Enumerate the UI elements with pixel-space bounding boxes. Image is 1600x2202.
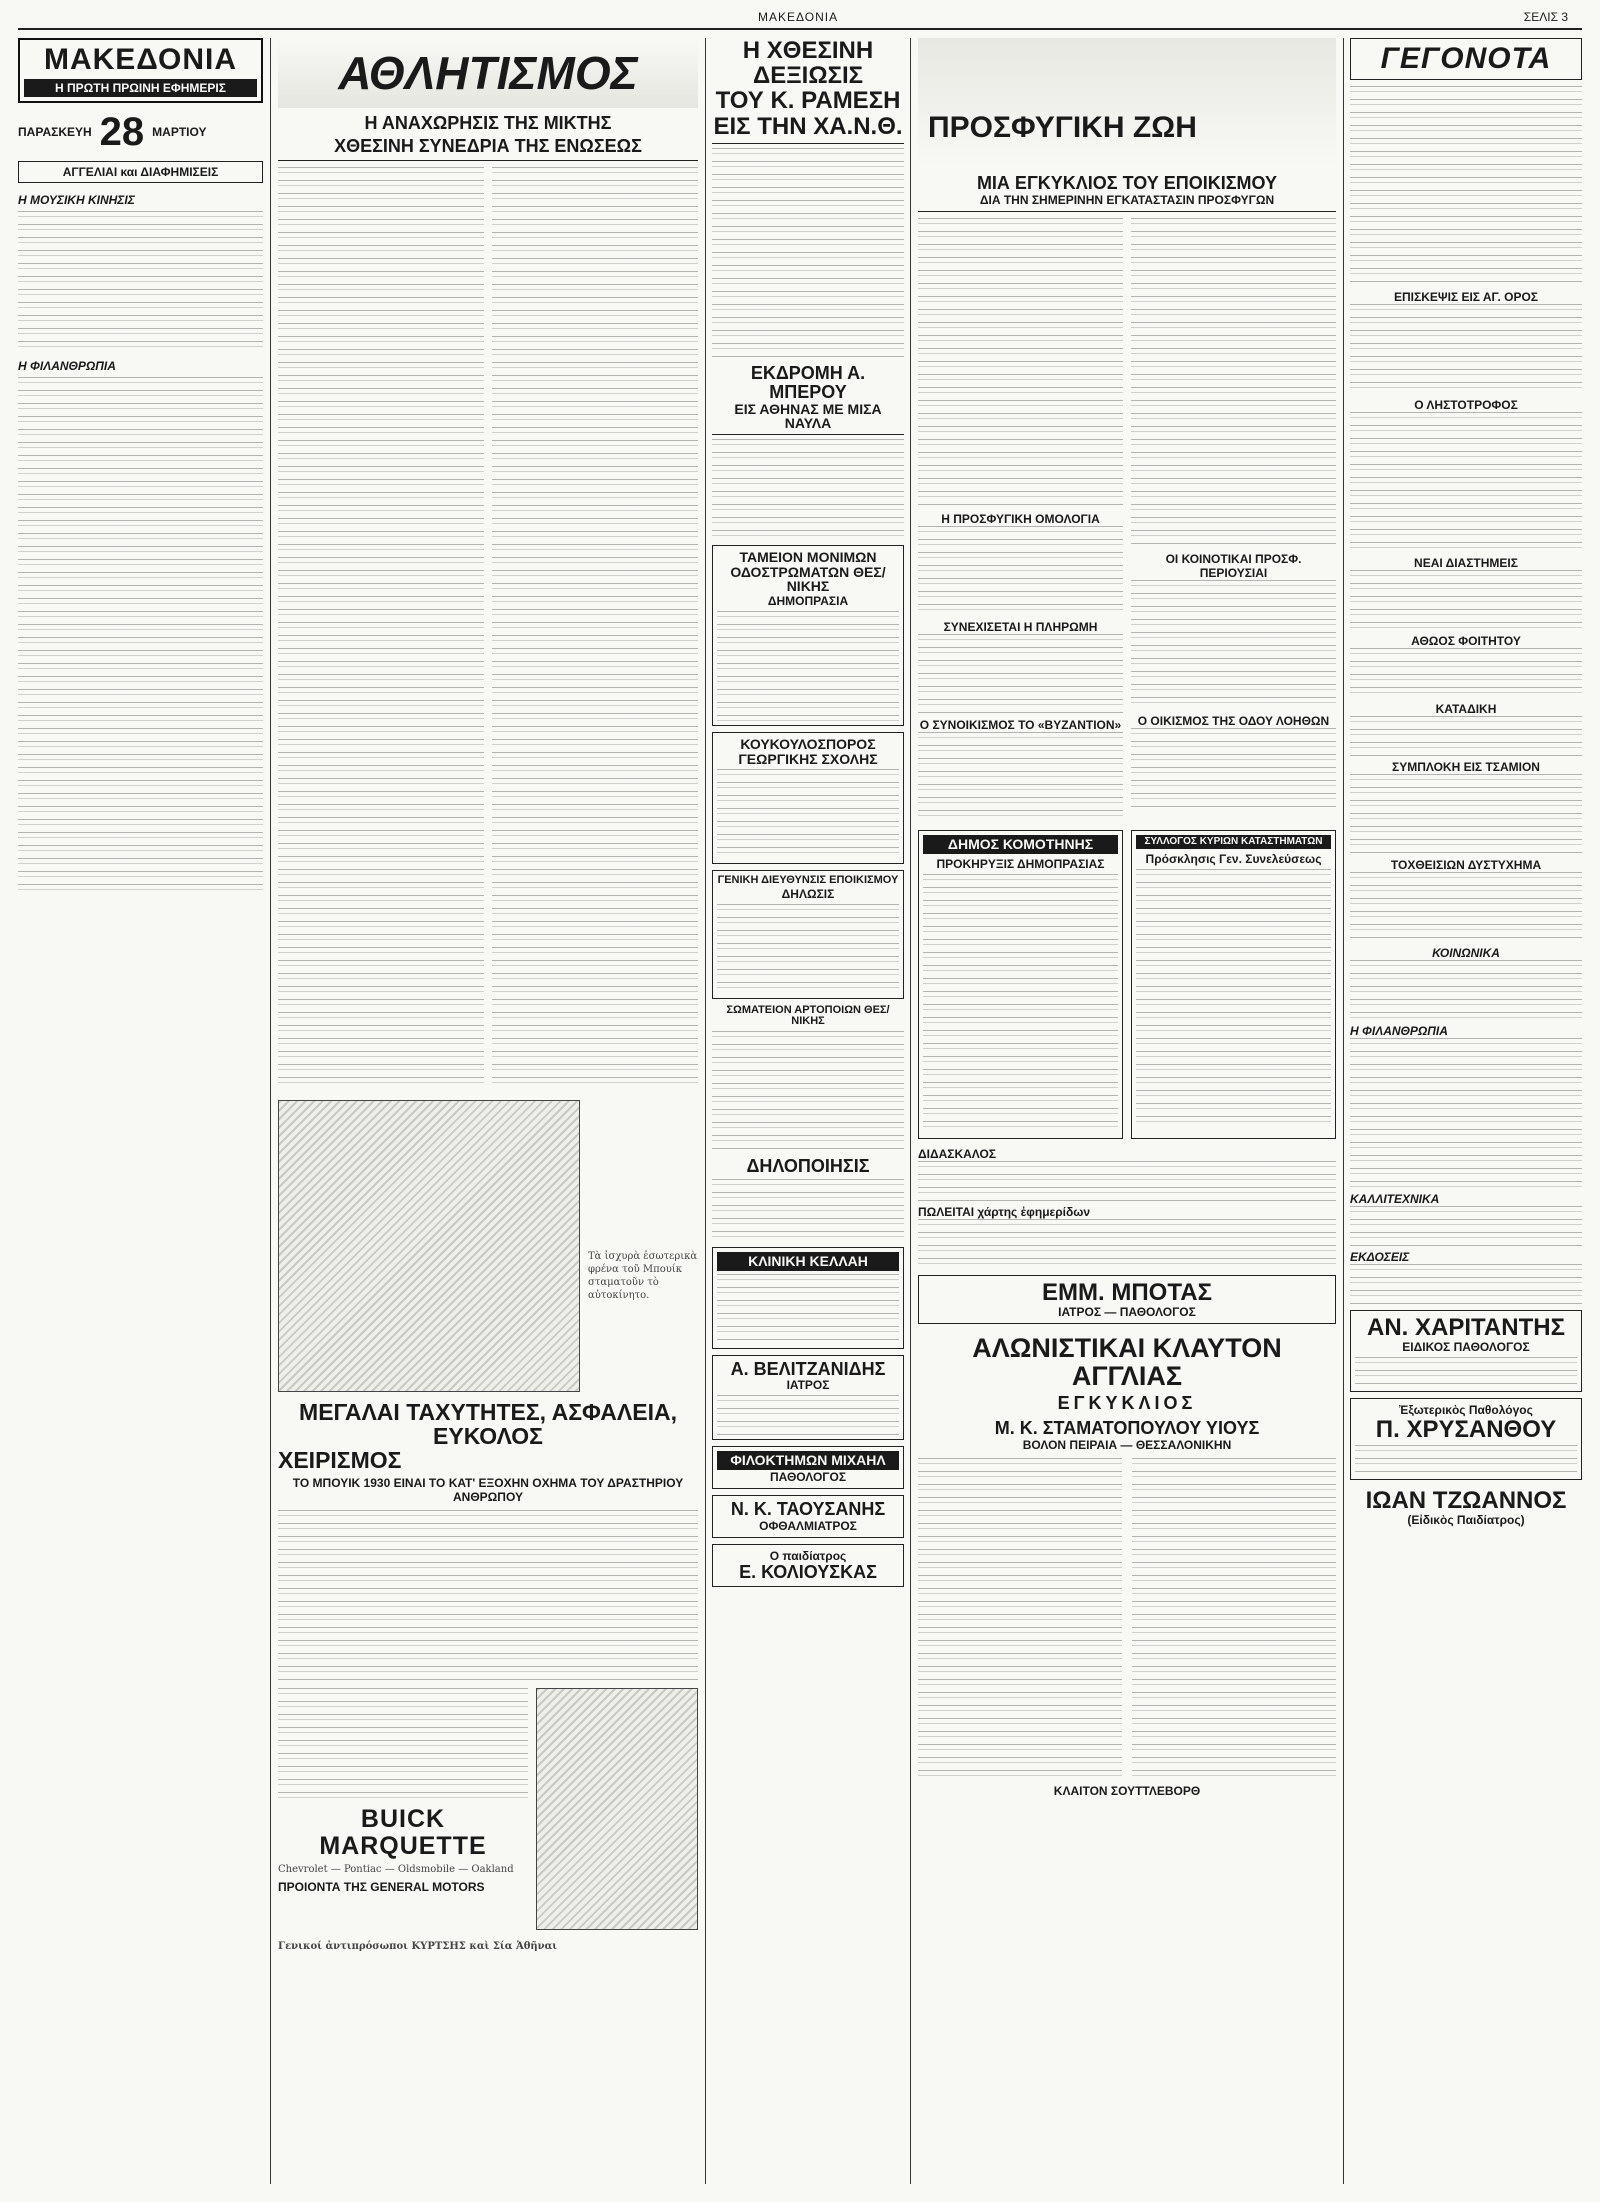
thresher-recipient: Μ. Κ. ΣΤΑΜΑΤΟΠΟΥΛΟΥ ΥΙΟΥΣ: [994, 1418, 1260, 1439]
article-text: [1350, 570, 1582, 630]
news-subhead: ΝΕΑΙ ΔΙΑΣΤΗΜΕΙΣ: [1414, 555, 1518, 570]
sports-section: [278, 38, 698, 1087]
thresher-circular: ΕΓΚΥΚΛΙΟΣ: [1057, 1393, 1197, 1414]
clinic-ad: [712, 1247, 904, 1349]
thresher-signature: ΚΛΑΙΤΟΝ ΣΟΥΤΤΛΕΒΟΡΘ: [1053, 1784, 1201, 1799]
news-subhead: Η ΦΙΛΑΝΘΡΩΠΙΑ: [1350, 1023, 1448, 1038]
article-text: [1350, 1264, 1582, 1304]
article-text: [278, 167, 484, 1087]
notice-text: [717, 769, 899, 859]
shopowners-title: ΣΥΛΛΟΓΟΣ ΚΥΡΙΩΝ ΚΑΤΑΣΤΗΜΑΤΩΝ: [1136, 835, 1331, 850]
article-text: [1350, 412, 1582, 552]
doctor-name: Π. ΧΡΥΣΑΝΘΟΥ: [1375, 1415, 1557, 1443]
masthead-title: ΜΑΚΕΔΟΝΙΑ: [43, 43, 238, 76]
article-text: [18, 377, 263, 897]
article-text: [1350, 1206, 1582, 1246]
notice-text: [712, 1031, 904, 1151]
article-text: [918, 218, 1123, 508]
article-text: [712, 439, 904, 539]
doctor-specialty: ΙΑΤΡΟΣ — ΠΑΘΟΛΟΓΟΣ: [1058, 1304, 1196, 1319]
doctor-ad: [712, 1446, 904, 1489]
doctor-ad: [1350, 1398, 1582, 1480]
car-illustration: [536, 1688, 698, 1930]
roads-fund-title: ΤΑΜΕΙΟΝ ΜΟΝΙΜΩΝ: [739, 548, 877, 565]
news-subhead: ΚΑΤΑΔΙΚΗ: [1435, 701, 1497, 716]
doctor-ad: [712, 1355, 904, 1441]
roads-fund-title-2: ΟΔΟΣΤΡΩΜΑΤΩΝ ΘΕΣ/ΝΙΚΗΣ: [730, 563, 886, 595]
settlement-notice: [712, 870, 904, 999]
doctor-specialty: ΙΑΤΡΟΣ: [786, 1378, 830, 1393]
refugee-notices: [918, 830, 1336, 1139]
buick-subheadline: ΤΟ ΜΠΟΥΙΚ 1930 ΕΙΝΑΙ ΤΟ ΚΑΤ' ΕΞΟΧΗΝ ΟΧΗΜΑ ΤΟΥ ΔΡΑΣΤΗΡΙΟΥ ΑΝΘΡΩΠΟΥ: [292, 1476, 684, 1505]
doctor-specialty: Ἐξωτερικὸς Παθολόγος: [1399, 1402, 1533, 1417]
header-paper-name: ΜΑΚΕΔΟΝΙΑ: [758, 10, 839, 24]
doctor-specialty: ΟΦΘΑΛΜΙΑΤΡΟΣ: [759, 1519, 857, 1534]
ad-text: [717, 1274, 899, 1344]
reception-headline-3: ΕΙΣ ΤΗΝ ΧΑ.Ν.Θ.: [712, 114, 904, 144]
article-text: [1131, 728, 1336, 808]
news-subhead: ΣΥΜΠΛΟΚΗ ΕΙΣ ΤΣΑΜΙΟΝ: [1392, 759, 1540, 774]
thresher-headline: ΑΛΩΝΙΣΤΙΚΑΙ ΚΛΑΥΤΟΝ ΑΓΓΛΙΑΣ: [972, 1332, 1282, 1392]
shopowners-notice: [1131, 830, 1336, 1139]
roads-fund-notice: [712, 545, 904, 726]
article-text: [712, 148, 904, 358]
refugee-body: [918, 218, 1336, 822]
doctor-specialty: (Εἰδικὸς Παιδίατρος): [1407, 1513, 1525, 1528]
excursion-subheadline: ΕΙΣ ΑΘΗΝΑΣ ΜΕ ΜΙΣΑ ΝΑΥΛΑ: [712, 402, 904, 435]
page-header: [18, 10, 1582, 30]
article-text: [1131, 218, 1336, 548]
bakers-union-title: ΣΩΜΑΤΕΙΟΝ ΑΡΤΟΠΟΙΩΝ ΘΕΣ/ΝΙΚΗΣ: [726, 1003, 890, 1028]
news-banner: ΓΕΓΟΝΟΤΑ: [1350, 38, 1582, 80]
article-text: [1350, 960, 1582, 1020]
masthead: [18, 38, 263, 103]
news-subhead: ΚΑΛΛΙΤΕΧΝΙΚΑ: [1350, 1191, 1440, 1206]
news-subhead: ΤΟΧΘΕΙΣΙΩΝ ΔΥΣΤΥΧΗΜΑ: [1390, 857, 1542, 872]
reception-headline: Η ΧΘΕΣΙΝΗ ΔΕΞΙΩΣΙΣ: [742, 37, 874, 90]
date-weekday: ΠΑΡΑΣΚΕΥΗ: [18, 124, 92, 139]
silk-seed-notice: [712, 732, 904, 864]
settlement-title: ΓΕΝΙΚΗ ΔΙΕΥΘΥΝΣΙΣ ΕΠΟΙΚΙΣΜΟΥ: [717, 874, 899, 887]
doctor-name: Ν. Κ. ΤΑΟΥΣΑΝΗΣ: [730, 1499, 886, 1520]
article-text: [918, 526, 1123, 616]
notices-title: ΔΗΛΟΠΟΙΗΣΙΣ: [746, 1155, 870, 1176]
ad-text: [1355, 1357, 1577, 1387]
article-text: [918, 732, 1123, 822]
doctor-ad: [712, 1544, 904, 1587]
excursion-headline: ΕΚΔΡΟΜΗ Α. ΜΠΕΡΟΥ: [750, 362, 866, 402]
ad-text: [717, 1395, 899, 1435]
notice-text: [717, 904, 899, 994]
settlement-declaration: ΔΗΛΩΣΙΣ: [781, 886, 835, 901]
silk-seed-title: ΚΟΥΚΟΥΛΟΣΠΟΡΟΣ: [740, 735, 876, 752]
refugee-banner: ΠΡΟΣΦΥΓΙΚΗ ΖΩΗ: [918, 38, 1336, 168]
masthead-subtitle: Η ΠΡΩΤΗ ΠΡΩΙΝΗ ΕΦΗΜΕΡΙΣ: [24, 79, 257, 97]
komotini-notice: [918, 830, 1123, 1139]
ad-text: [1355, 1445, 1577, 1475]
ad-text: [918, 1458, 1122, 1778]
doctor-specialty: ΕΙΔΙΚΟΣ ΠΑΘΟΛΟΓΟΣ: [1402, 1339, 1530, 1354]
doctor-name: Ε. ΚΟΛΙΟΥΣΚΑΣ: [739, 1562, 877, 1583]
article-text: [18, 211, 263, 351]
buick-headline: ΜΕΓΑΛΑΙ ΤΑΧΥΤΗΤΕΣ, ΑΣΦΑΛΕΙΑ, ΕΥΚΟΛΟΣ: [299, 1399, 677, 1450]
news-subhead: ΑΘΩΟΣ ΦΟΙΤΗΤΟΥ: [1411, 633, 1521, 648]
article-text: [1350, 86, 1582, 286]
doctor-specialty: Ο παιδίατρος: [769, 1549, 847, 1564]
teacher-ad: ΔΙΔΑΣΚΑΛΟΣ: [918, 1146, 996, 1161]
doctor-name: ΕΜΜ. ΜΠΟΤΑΣ: [1042, 1278, 1212, 1306]
sports-body: [278, 167, 698, 1087]
refugee-subhead: Η ΠΡΟΣΦΥΓΙΚΗ ΟΜΟΛΟΓΙΑ: [941, 511, 1100, 526]
article-text: [918, 634, 1123, 714]
refugee-subheadline: ΔΙΑ ΤΗΝ ΣΗΜΕΡΙΝΗΝ ΕΓΚΑΤΑΣΤΑΣΙΝ ΠΡΟΣΦΥΓΩΝ: [918, 193, 1336, 212]
doctor-specialty: ΠΑΘΟΛΟΓΟΣ: [769, 1470, 847, 1485]
article-text: [1350, 1038, 1582, 1188]
komotini-subtitle: ΠΡΟΚΗΡΥΞΙΣ ΔΗΜΟΠΡΑΣΙΑΣ: [936, 856, 1105, 871]
refugee-subhead: Ο ΟΙΚΙΣΜΟΣ ΤΗΣ ΟΔΟΥ ΛΟΗΘΩΝ: [1137, 713, 1330, 728]
column-rule: [910, 38, 911, 2184]
classifieds-label: ΑΓΓΕΛΙΑΙ και ΔΙΑΦΗΜΙΣΕΙΣ: [18, 161, 263, 183]
roads-fund-auction: ΔΗΜΟΠΡΑΣΙΑ: [767, 593, 849, 608]
article-text: [1350, 304, 1582, 394]
sports-headline: Η ΑΝΑΧΩΡΗΣΙΣ ΤΗΣ ΜΙΚΤΗΣ: [364, 113, 612, 133]
date-day: 28: [99, 109, 145, 154]
date-block: [18, 111, 263, 153]
clinic-name: ΚΛΙΝΙΚΗ ΚΕΛΛΑΗ: [717, 1252, 899, 1271]
shopowners-subtitle: Πρόσκλησις Γεν. Συνελεύσεως: [1145, 852, 1322, 867]
refugee-headline: ΜΙΑ ΕΓΚΥΚΛΙΟΣ ΤΟΥ ΕΠΟΙΚΙΣΜΟΥ: [976, 173, 1278, 193]
news-subhead: Ο ΛΗΣΤΟΤΡΟΦΟΣ: [1414, 397, 1518, 412]
column-rule: [270, 38, 271, 2184]
section-charity: Η ΦΙΛΑΝΘΡΩΠΙΑ: [18, 358, 116, 373]
news-subhead: ΕΚΔΟΣΕΙΣ: [1350, 1249, 1410, 1264]
car-illustration: [278, 1100, 580, 1392]
news-subhead: ΕΠΙΣΚΕΨΙΣ ΕΙΣ ΑΓ. ΟΡΟΣ: [1394, 289, 1538, 304]
article-text: [1131, 580, 1336, 710]
column-rule: [1343, 38, 1344, 2184]
doctor-name: Α. ΒΕΛΙΤΖΑΝΙΔΗΣ: [730, 1358, 886, 1379]
komotini-title: ΔΗΜΟΣ ΚΟΜΟΤΗΝΗΣ: [923, 835, 1118, 854]
sports-banner: ΑΘΛΗΤΙΣΜΟΣ: [278, 38, 698, 108]
refugee-subhead: ΣΥΝΕΧΙΣΕΤΑΙ Η ΠΛΗΡΩΜΗ: [943, 619, 1098, 634]
paper-sale-ad: ΠΩΛΕΙΤΑΙ χάρτης ἐφημερίδων: [918, 1204, 1091, 1219]
article-text: [1350, 648, 1582, 698]
doctor-ad: [918, 1275, 1336, 1324]
refugee-subhead: Ο ΣΥΝΟΙΚΙΣΜΟΣ ΤΟ «ΒΥΖΑΝΤΙΟΝ»: [919, 717, 1122, 732]
buick-ad-text: [278, 1510, 698, 1680]
right-column: [1350, 38, 1582, 2184]
ad-text: [918, 1161, 1336, 1201]
reception-headline-2: ΤΟΥ Κ. ΡΑΜΕΣΗ: [715, 87, 901, 115]
buick-headline-2: ΧΕΙΡΙΣΜΟΣ: [278, 1447, 402, 1474]
date-month: ΜΑΡΤΙΟΥ: [152, 124, 207, 139]
notice-text: [712, 1179, 904, 1239]
left-column: [18, 38, 263, 2184]
ad-text: [1132, 1458, 1336, 1778]
sports-headline-2: ΧΘΕΣΙΝΗ ΣΥΝΕΔΡΙΑ ΤΗΣ ΕΝΩΣΕΩΣ: [278, 137, 698, 161]
buick-logo: BUICK MARQUETTE: [319, 1805, 487, 1860]
center-column: [712, 38, 904, 2184]
section-music: Η ΜΟΥΣΙΚΗ ΚΙΝΗΣΙΣ: [18, 192, 135, 207]
notice-text: [717, 611, 899, 721]
doctor-ad: [1350, 1310, 1582, 1392]
doctor-ad: [712, 1495, 904, 1538]
doctor-name: ΑΝ. ΧΑΡΙΤΑΝΤΗΣ: [1367, 1313, 1565, 1341]
buick-brands: Chevrolet — Pontiac — Oldsmobile — Oakland: [278, 1863, 514, 1875]
general-motors-label: ΠΡΟΙΟΝΤΑ ΤΗΣ GENERAL MOTORS: [278, 1879, 485, 1894]
doctor-name: ΦΙΛΟΚΤΗΜΩΝ ΜΙΧΑΗΛ: [717, 1451, 899, 1470]
news-subhead: ΚΟΙΝΩΝΙΚΑ: [1432, 945, 1500, 960]
buick-agents: Γενικοί ἀντιπρόσωποι ΚΥΡΤΣΗΣ καὶ Σία Ἀθῆναι: [278, 1941, 558, 1953]
article-text: [1350, 716, 1582, 756]
article-text: [492, 167, 698, 1087]
article-text: [1350, 774, 1582, 854]
notice-text: [1136, 869, 1331, 1129]
silk-seed-title-2: ΓΕΩΡΓΙΚΗΣ ΣΧΟΛΗΣ: [738, 750, 878, 767]
header-page-number: ΣΕΛΙΣ 3: [1523, 10, 1568, 24]
doctor-name: ΙΩΑΝ ΤΖΩΑΝΝΟΣ: [1365, 1486, 1567, 1514]
ad-text: [918, 1219, 1336, 1269]
notice-text: [923, 874, 1118, 1134]
refugee-section: [918, 38, 1336, 1798]
refugee-subhead: ΟΙ ΚΟΙΝΟΤΙΚΑΙ ΠΡΟΣΦ. ΠΕΡΙΟΥΣΙΑΙ: [1165, 551, 1302, 580]
buick-ad-text: [278, 1688, 528, 1798]
article-text: [1350, 872, 1582, 942]
column-rule: [705, 38, 706, 2184]
car-caption: Τὰ ἰσχυρὰ ἐσωτερικὰ φρένα τοῦ Μπουίκ σταματοῦν τὸ αὐτοκίνητο.: [588, 1251, 698, 1301]
buick-ad: [278, 1100, 698, 1953]
doctor-ad: [1350, 1488, 1582, 1527]
thresher-places: ΒΟΛΟΝ ΠΕΙΡΑΙΑ — ΘΕΣΣΑΛΟΝΙΚΗΝ: [1022, 1438, 1232, 1453]
thresher-ad: [918, 1334, 1336, 1798]
